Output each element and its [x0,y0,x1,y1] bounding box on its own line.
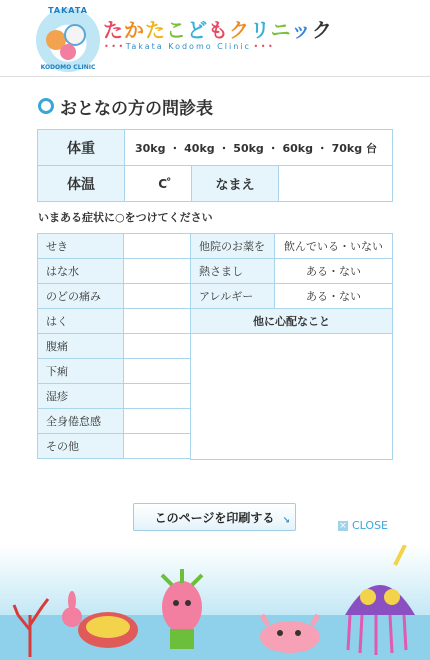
symptom-check-cell [124,234,191,259]
table-row [38,234,393,259]
brand-name[interactable] [103,14,333,43]
symptom-check-cell [124,384,191,409]
temperature-unit: C゜ [125,166,192,202]
site-header [0,0,430,76]
page-title: おとなの方の問診表 [60,98,213,119]
symptom-check-cell [124,259,191,284]
brand-char: た [103,18,124,42]
name-label: なまえ [192,166,279,202]
brand-subtitle-text: Takata Kodomo Clinic [125,42,251,51]
symptom-label: 下痢 [38,359,124,384]
logo-character-icon [60,44,76,60]
table-row [38,309,393,334]
symptom-label: 湿疹 [38,384,124,409]
symptom-check-cell [124,434,191,459]
weight-label: 体重 [38,130,125,166]
print-button-label: このページを印刷する [154,510,275,525]
decorative-illustration [0,545,430,660]
title-row [38,95,213,117]
other-concerns-label: 他に心配なこと [191,309,393,334]
symptom-instruction: いまある症状に○をつけてください [38,211,213,224]
question-label: 他院のお薬を [191,234,275,259]
symptom-label: はく [38,309,124,334]
table-row [38,284,393,309]
brand-char: リ [250,18,271,42]
question-answer: ある・ない [275,259,393,284]
symptom-table [37,233,393,460]
logo-top-text: TAKATA [48,6,88,15]
brand-subtitle: • • • Takata Kodomo Clinic • • • [104,42,273,51]
symptom-check-cell [124,334,191,359]
symptom-check-cell [124,284,191,309]
brand-char: た [145,18,166,42]
symptom-label: 腹痛 [38,334,124,359]
close-icon: × [339,520,347,531]
weight-options: 30kg ・ 40kg ・ 50kg ・ 60kg ・ 70kg 台 [125,130,393,166]
circle-bullet-icon [38,98,54,114]
brand-char: も [208,18,229,42]
symptom-label: その他 [38,434,124,459]
brand-char: ッ [290,18,312,42]
symptom-label: せき [38,234,124,259]
brand-char: こ [166,18,187,42]
close-label: CLOSE [352,519,389,532]
name-field [279,166,393,202]
arrow-corner-icon: ↘ [282,516,290,526]
symptom-check-cell [124,309,191,334]
question-label: アレルギー [191,284,275,309]
question-answer: 飲んでいる・いない [275,234,393,259]
table-row [38,334,393,359]
header-divider [0,76,430,77]
other-concerns-field [191,334,393,460]
sea-creatures-illustration [0,545,430,660]
brand-char: か [124,18,145,42]
question-answer: ある・ない [275,284,393,309]
logo-character-icon [64,24,86,46]
brand-char: ニ [270,18,291,42]
temperature-label: 体温 [38,166,125,202]
symptom-label: 全身倦怠感 [38,409,124,434]
question-label: 熱さまし [191,259,275,284]
brand-char: ど [187,18,208,42]
logo-bottom-text: KODOMO CLINIC [40,64,96,71]
close-link[interactable] [338,519,388,532]
print-page-button[interactable] [133,503,296,531]
table-row [38,259,393,284]
symptom-label: はな水 [38,259,124,284]
vitals-table [37,129,393,202]
symptom-check-cell [124,359,191,384]
brand-char: ク [229,18,250,42]
brand-char: ク [311,18,333,42]
symptom-check-cell [124,409,191,434]
symptom-label: のどの痛み [38,284,124,309]
